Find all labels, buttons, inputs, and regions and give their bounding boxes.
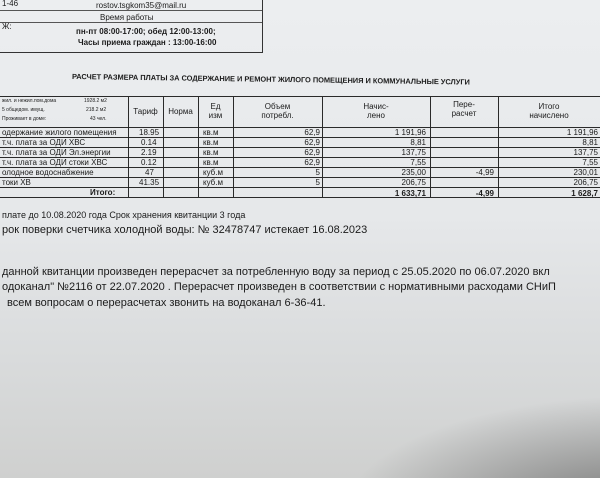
col-header-unit-line1: Ед: [210, 102, 221, 111]
row-charged: 206,75: [401, 178, 426, 187]
row-tariff: 47: [145, 168, 154, 177]
col-header-total-line2: начислено: [529, 111, 569, 120]
row-unit: кв.м: [203, 148, 219, 157]
info-line2-value: 218.2 м2: [86, 107, 107, 113]
row-volume: 62,9: [304, 138, 320, 147]
row-charged: 137,75: [401, 148, 426, 157]
note-meter: рок поверки счетчика холодной воды: № 32478747 истекает 16.08.2023: [2, 224, 368, 236]
row-total: 7,55: [582, 158, 598, 167]
row-volume: 62,9: [304, 128, 320, 137]
page-title: РАСЧЕТ РАЗМЕРА ПЛАТЫ ЗА СОДЕРЖАНИЕ И РЕМОНТ ЖИЛОГО ПОМЕЩЕНИЯ И КОММУНАЛЬНЫЕ УСЛУГИ: [71, 72, 470, 87]
header-work-hours-label: Время работы: [100, 13, 154, 22]
row-name: токи ХВ: [2, 178, 31, 187]
table-rule: [0, 197, 600, 198]
row-total: 206,75: [573, 178, 598, 187]
col-header-unit: [198, 102, 233, 120]
totals-recalc: -4,99: [475, 189, 494, 198]
info-line3-value: 43 чел.: [90, 116, 107, 122]
col-header-charged-line2: лено: [367, 111, 385, 120]
row-volume: 5: [315, 168, 320, 177]
row-volume: 5: [315, 178, 320, 187]
row-tariff: 0.14: [141, 138, 157, 147]
header-prefix: Ж:: [2, 22, 12, 31]
row-tariff: 0.12: [141, 158, 157, 167]
info-line2-label: 5 общедом. имущ.: [2, 107, 45, 113]
info-line1-value: 1928.2 м2: [84, 98, 107, 104]
note-recalc-para3: всем вопросам о перерасчетах звонить на водоканал 6-36-41.: [7, 297, 326, 309]
row-total: 230,01: [573, 168, 598, 177]
row-unit: кв.м: [203, 138, 219, 147]
row-name: т.ч. плата за ОДИ Эл.энергии: [2, 148, 111, 157]
row-total: 8,81: [582, 138, 598, 147]
col-header-volume-line1: Объем: [264, 102, 291, 111]
col-header-charged-line1: Начис-: [363, 102, 389, 111]
header-schedule: пн-пт 08:00-17:00; обед 12:00-13:00;: [76, 27, 216, 36]
note-recalc-para2: одоканал" №2116 от 22.07.2020 . Перерасчет произведен в соответствии с нормативными расходами СНиП: [2, 281, 556, 293]
row-name: одержание жилого помещения: [2, 128, 117, 137]
col-header-volume-line2: потребл.: [261, 111, 294, 120]
row-name: т.ч. плата за ОДИ стоки ХВС: [2, 158, 108, 167]
col-header-volume: [233, 102, 322, 120]
col-header-total-line1: Итого: [538, 102, 560, 111]
note-pay-until: плате до 10.08.2020 года Срок хранения квитанции 3 года: [2, 210, 246, 220]
row-recalc: -4,99: [475, 168, 494, 177]
row-volume: 62,9: [304, 148, 320, 157]
col-header-recalc-line1: Пере-: [453, 100, 475, 109]
row-unit: куб.м: [203, 168, 223, 177]
totals-label: Итого:: [90, 188, 116, 197]
col-header-unit-line2: изм: [208, 111, 223, 120]
row-unit: кв.м: [203, 128, 219, 137]
col-header-total: [498, 102, 600, 120]
col-header-charged: [322, 102, 430, 120]
info-line3-label: Проживает в доме:: [2, 116, 47, 122]
row-unit: кв.м: [203, 158, 219, 167]
row-charged: 235,00: [401, 168, 426, 177]
totals-charged: 1 633,71: [394, 189, 426, 198]
row-tariff: 41.35: [139, 178, 160, 187]
row-unit: куб.м: [203, 178, 223, 187]
row-charged: 1 191,96: [394, 128, 426, 137]
row-name: т.ч. плата за ОДИ ХВС: [2, 138, 86, 147]
row-volume: 62,9: [304, 158, 320, 167]
header-divider: [0, 22, 262, 23]
info-line1-label: жил. и нежил.пом.дома: [2, 98, 57, 104]
row-tariff: 2.19: [141, 148, 157, 157]
photo-shadow: [340, 395, 600, 478]
row-tariff: 18.95: [139, 128, 160, 137]
table-rule: [0, 96, 600, 97]
totals-total: 1 628,7: [571, 189, 598, 198]
col-header-norm: Норма: [168, 107, 193, 116]
header-reception: Часы приема граждан : 13:00-16:00: [78, 38, 217, 47]
col-header-recalc-line2: расчет: [451, 109, 477, 118]
charges-table: [0, 96, 600, 208]
row-charged: 8,81: [410, 138, 426, 147]
header-email: rostov.tsgkom35@mail.ru: [96, 1, 187, 10]
col-header-recalc: [430, 100, 498, 118]
header-divider: [0, 10, 262, 11]
row-total: 1 191,96: [566, 128, 598, 137]
row-total: 137,75: [573, 148, 598, 157]
header-id: 1-46: [2, 0, 19, 8]
note-recalc-para1: данной квитанции произведен перерасчет за потребленную воду за период с 25.05.2020 по 06.07.2020 вкл: [2, 266, 550, 278]
col-header-tariff: Тариф: [133, 107, 158, 116]
row-charged: 7,55: [410, 158, 426, 167]
row-name: олодное водоснабжение: [2, 168, 94, 177]
